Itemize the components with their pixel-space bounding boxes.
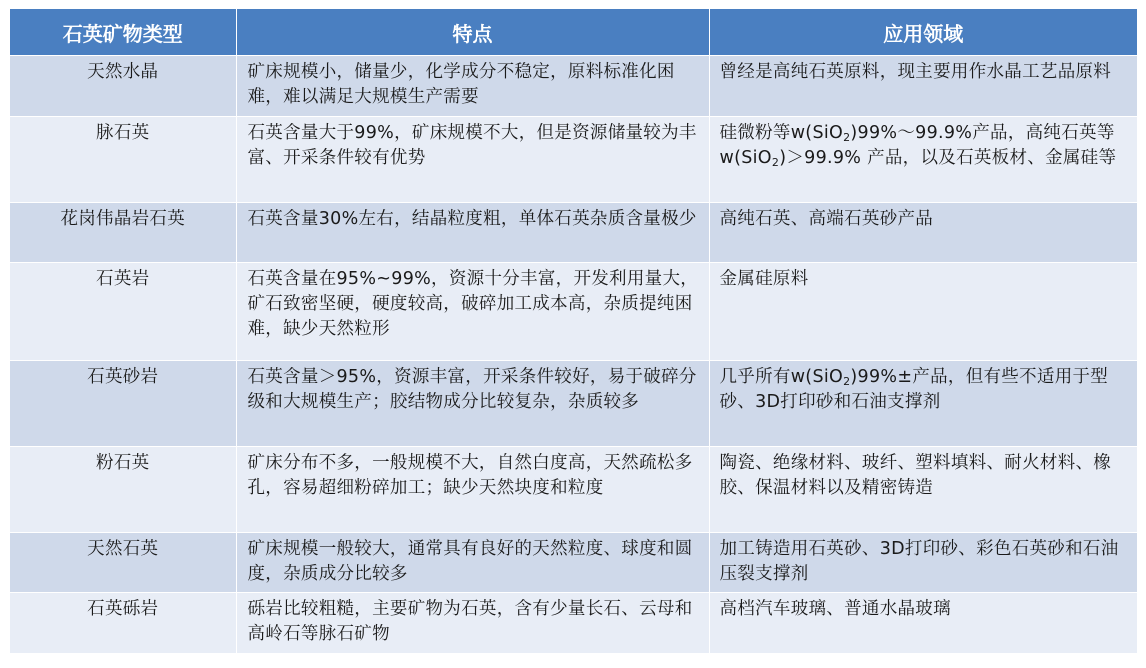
table-row bbox=[10, 203, 1137, 263]
cell-type: 花岗伟晶岩石英 bbox=[10, 203, 236, 263]
cell-type: 天然石英 bbox=[10, 533, 236, 593]
header-type: 石英矿物类型 bbox=[10, 9, 236, 56]
cell-type: 粉石英 bbox=[10, 447, 236, 533]
cell-type: 石英砂岩 bbox=[10, 361, 236, 447]
app-text: 高档汽车玻璃、普通水晶玻璃 bbox=[719, 599, 951, 619]
app-text: 硅微粉等w(SiO bbox=[719, 123, 844, 143]
subscript-2: 2 bbox=[771, 156, 780, 169]
cell-applications bbox=[709, 361, 1137, 447]
app-text: 几乎所有w(SiO bbox=[719, 367, 844, 387]
cell-applications bbox=[709, 447, 1137, 533]
cell-features: 矿床规模一般较大，通常具有良好的天然粒度、球度和圆度，杂质成分比较多 bbox=[236, 533, 709, 593]
app-text: )99%～99.9%产品，高纯石英等w(SiO bbox=[719, 123, 1115, 168]
cell-features: 矿床分布不多，一般规模不大，自然白度高，天然疏松多孔，容易超细粉碎加工；缺少天然块度和粒度 bbox=[236, 447, 709, 533]
table-row bbox=[10, 533, 1137, 593]
cell-applications bbox=[709, 117, 1137, 203]
cell-features: 石英含量在95%~99%，资源十分丰富，开发利用量大，矿石致密坚硬，硬度较高，破碎加工成本高，杂质提纯困难，缺少天然粒形 bbox=[236, 263, 709, 361]
table-row bbox=[10, 447, 1137, 533]
cell-type: 石英砾岩 bbox=[10, 593, 236, 653]
header-features: 特点 bbox=[236, 9, 709, 56]
app-text: 陶瓷、绝缘材料、玻纤、塑料填料、耐火材料、橡胶、保温材料以及精密铸造 bbox=[719, 453, 1112, 498]
cell-applications bbox=[709, 263, 1137, 361]
table-row bbox=[10, 263, 1137, 361]
cell-features: 砾岩比较粗糙，主要矿物为石英，含有少量长石、云母和高岭石等脉石矿物 bbox=[236, 593, 709, 653]
cell-features: 石英含量＞95%，资源丰富，开采条件较好，易于破碎分级和大规模生产；胶结物成分比较复杂，杂质较多 bbox=[236, 361, 709, 447]
cell-applications bbox=[709, 593, 1137, 653]
cell-type: 脉石英 bbox=[10, 117, 236, 203]
cell-type: 石英岩 bbox=[10, 263, 236, 361]
cell-features: 石英含量30%左右，结晶粒度粗，单体石英杂质含量极少 bbox=[236, 203, 709, 263]
header-row bbox=[10, 9, 1137, 56]
cell-features: 石英含量大于99%，矿床规模不大，但是资源储量较为丰富、开采条件较有优势 bbox=[236, 117, 709, 203]
table-row bbox=[10, 56, 1137, 117]
app-text: )99%±产品，但有些不适用于型砂、3D打印砂和石油支撑剂 bbox=[719, 367, 1109, 412]
app-text: 金属硅原料 bbox=[719, 269, 809, 289]
table-row bbox=[10, 361, 1137, 447]
subscript-2: 2 bbox=[843, 131, 851, 144]
quartz-mineral-table bbox=[10, 9, 1137, 653]
quartz-table-container bbox=[10, 9, 1137, 653]
subscript-2: 2 bbox=[843, 375, 851, 388]
cell-applications bbox=[709, 533, 1137, 593]
header-applications: 应用领域 bbox=[709, 9, 1137, 56]
cell-applications bbox=[709, 203, 1137, 263]
app-text: )＞99.9% 产品，以及石英板材、金属硅等 bbox=[779, 148, 1117, 168]
cell-features: 矿床规模小，储量少，化学成分不稳定，原料标准化困难，难以满足大规模生产需要 bbox=[236, 56, 709, 117]
app-text: 加工铸造用石英砂、3D打印砂、彩色石英砂和石油压裂支撑剂 bbox=[719, 539, 1119, 584]
app-text: 曾经是高纯石英原料，现主要用作水晶工艺品原料 bbox=[719, 62, 1112, 82]
cell-applications bbox=[709, 56, 1137, 117]
table-row bbox=[10, 593, 1137, 653]
table-row bbox=[10, 117, 1137, 203]
app-text: 高纯石英、高端石英砂产品 bbox=[719, 209, 934, 229]
cell-type: 天然水晶 bbox=[10, 56, 236, 117]
